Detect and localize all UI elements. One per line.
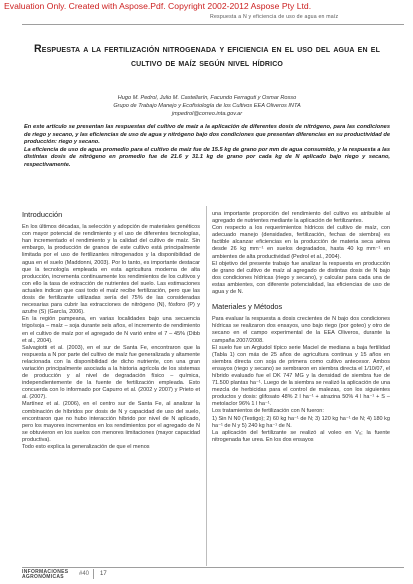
- body-paragraph: En los últimos décadas, la selección y adopción de materiales genéticos con mayor potencial de rendimiento y el uso de diferentes tecnologías, han incrementado el rendimiento y la calidad del cultivo de maíz. Sin embargo, la producción de granos de este cultivo está principalmente limitada por el uso de fertilizantes nitrogenados y la disponibilidad de agua en el suelo (Maddonni, 2003). Por lo tanto, es importante destacar que la tecnología empleada en esta agricultura moderna de alta producción, incrementa continuamente los rendimientos de los cultivos y con ello la tasa de extracción de nutrientes del suelo. Las estimaciones actuales indican que casi todo el maíz recibe fertilización, pero que las dosis de fertilizante utilizadas sería del 75% de las consideradas necesarias para cubrir las extracciones de nitrógeno (N), fósforo (P) y azufre (S) (García, 2006).: [22, 224, 200, 316]
- right-column: [212, 211, 390, 444]
- abstract-paragraph: La eficiencia de uso de agua promedio para el cultivo de maíz fue de 15.5 kg de grano por mm de agua consumido, y la respuesta a las distintas dosis de nitrógeno en promedio fue de 21.6 y 31.1 kg de grano por cada kg de N aplicado bajo riego y secano, respectivamente.: [24, 146, 390, 168]
- article-title: Respuesta a la fertilización nitrogenada y eficiencia en el uso del agua en el cultivo de maíz según nivel hídrico: [33, 43, 381, 69]
- body-paragraph: El objetivo del presente trabajo fue analizar la respuesta en producción de grano del cultivo de maíz al agregado de distintas dosis de N bajo dos condiciones hídricas (riego y secano), y calcular para cada una de estas ambientes, con diferente potencialidad, las eficiencias de uso de agua y de N.: [212, 260, 390, 296]
- article-affiliation: Grupo de Trabajo Manejo y Ecofisiología de los Cultivos EEA Oliveros INTA: [113, 103, 301, 109]
- body-paragraph: Para evaluar la respuesta a dosis crecientes de N bajo dos condiciones hídricas se realizaron dos ensayos, uno bajo riego (por goteo) y otro de secano en el campo experimental de la EEA Oliveros, durante la campaña 2007/2008.: [212, 316, 390, 344]
- issue-number: #40: [79, 571, 90, 577]
- body-paragraph: La aplicación del fertilizante se realizó al voleo en V₆; la fuente nitrogenada fue urea. En los dos ensayos: [212, 429, 390, 443]
- body-paragraph: Martínez et al. (2006), en el centro sur de Santa Fe, al analizar la combinación de híbridos por dosis de N y capacidad de uso del suelo, encontraron que no hubo interacción híbrido por nivel de N aplicado, pero los mayores incrementos en los rendimientos por el agregado de N se obtuvieron en los suelos con menores limitaciones (mayor capacidad productiva).: [22, 401, 200, 443]
- body-paragraph: El suelo fue un Argiudol típico serie Maciel de mediana a baja fertilidad (Tabla 1) con más de 25 años de agricultura continua y 15 años en siembra directa con soja de primera como cultivo antecesor. Ambos ensayos (riego y secano) se sembraron en siembra directa el 1/10/07, el híbrido evaluado fue el DK 747 MG y la densidad de siembra fue de 71.500 plantas ha⁻¹. Luego de la siembra se realizó la aplicación de una mezcla de herbicidas para el control de malezas, con los siguientes productos y dosis: glifosato 48% 2 l ha⁻¹ + atrazina 50% 4 l ha⁻¹ + S – metolaclor 96% 1 l ha⁻¹.: [212, 344, 390, 408]
- abstract: [24, 124, 390, 169]
- left-column: [22, 211, 200, 451]
- author-email[interactable]: jmpedrol@correo.inta.gov.ar: [171, 111, 243, 117]
- article-authors: Hugo M. Pedrol, Julio M. Castellarín, Facundo Ferraguti y Osmar Rosso: [117, 95, 297, 101]
- body-paragraph: una importante proporción del rendimiento del cultivo es atribuible al agregado de nutrientes mediante la aplicación de fertilizantes.: [212, 211, 390, 225]
- journal-name-line: INFORMACIONES: [22, 569, 69, 575]
- journal-name-line: AGRONÓMICAS: [22, 574, 64, 581]
- column-divider: [206, 206, 207, 566]
- section-heading-methods: Materiales y Métodos: [212, 302, 283, 312]
- journal-name: [22, 570, 68, 580]
- body-paragraph: 1) Sin N N0 (Testigo); 2) 60 kg ha⁻¹ de N; 3) 120 kg ha⁻¹ de N; 4) 180 kg ha⁻¹ de N y 5) 240 kg ha⁻¹ de N.: [212, 415, 390, 429]
- body-paragraph: Todo esto explica la generalización de que el menos: [22, 444, 150, 450]
- header-rule: [22, 24, 404, 25]
- page-footer: [22, 567, 404, 581]
- page-number: 17: [100, 571, 107, 577]
- running-head: Respuesta a N y eficiencia de uso de agua en maíz: [210, 14, 339, 20]
- section-heading-introduction: Introducción: [22, 210, 63, 219]
- footer-divider: [93, 569, 94, 579]
- body-paragraph: Salvagiotti et al. (2003), en el sur de Santa Fe, encontraron que la respuesta a N por parte del cultivo de maíz fue generalizada y altamente relacionada con la disponibilidad de dicho nutriente, con una gran variación principalmente asociada a la historia agrícola de los sistemas de producción y al nivel de degradación físico – química, independientemente de la fuente de fertilización empleada. Esto concuerda con lo informado por Capurro et al. (2002 y 2007) y Prieto et al. (2007).: [22, 344, 200, 401]
- abstract-paragraph: En este artículo se presentan las respuestas del cultivo de maíz a la aplicación de diferentes dosis de nitrógeno, para las condiciones de riego y secano, y las eficiencias de uso de agua y nitrógeno bajo dos condiciones que presentan diferencias en su productividad de producción: riego y secano.: [24, 124, 390, 145]
- body-paragraph: Los tratamientos de fertilización con N fueron:: [212, 408, 324, 415]
- body-paragraph: En la región pampeana, en varias localidades bajo una secuencia trigo/soja – maíz – soja durante seis años, el incremento de rendimiento en el cultivo de maíz por el agregado de N varió entre el 7 – 45% (Dibb et al., 2004).: [22, 316, 200, 344]
- evaluation-watermark: Evaluation Only. Created with Aspose.Pdf. Copyright 2002-2012 Aspose Pty Ltd.: [4, 1, 312, 11]
- body-paragraph: Con respecto a los requerimientos hídricos del cultivo de maíz, con adecuado manejo (densidades, fertilización, fechas de siembra) es factible alcanzar eficiencias en la producción de materia seca aérea desde 26 kg mm⁻¹ en suelos degradados, hasta 40 kg mm⁻¹ en ambientes de alta productividad (Pedrol et al., 2004).: [212, 225, 390, 260]
